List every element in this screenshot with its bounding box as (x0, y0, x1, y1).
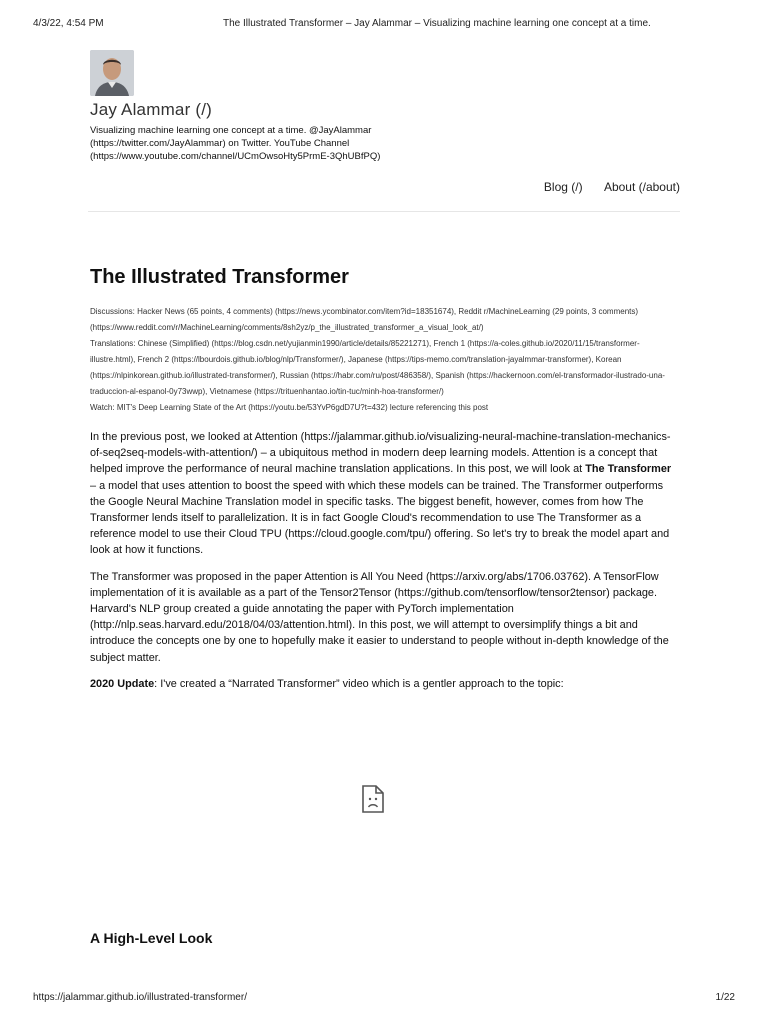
update-text: : I've created a “Narrated Transformer” video which is a gentler approach to the topic: (154, 677, 564, 690)
video-embed[interactable] (90, 706, 680, 906)
intro-text-start: In the previous post, we looked at Attention (https://jalammar.github.io/visualizing-neural-machine-translation-mechanics-of-seq2seq-models-with-attention/) – a ubiquitous method in modern deep learning models. Attention is a concept that helped improve the performance of neural machine translation applications. In this post, we will look at (90, 431, 671, 476)
print-footer (33, 992, 735, 1003)
translations-links[interactable]: Translations: Chinese (Simplified) (https://blog.csdn.net/yujianmin1990/article/details/85221271), French 1 (https://a-coles.github.io/2020/11/15/transformer-illustre.html), French 2 (https://lbourdois.github.io/blog/nlp/Transformer/), Japanese (https://tips-memo.com/translation-jayalmmar-transformer), Korean (https://nlpinkorean.github.io/illustrated-transformer/), Russian (https://habr.com/ru/post/486358/), Spanish (https://hackernoon.com/el-transformador-ilustrado-una-traduccion-al-espanol-0y73wwp), Vietnamese (https://trituenhantao.io/tin-tuc/minh-hoa-transformer/) (90, 339, 665, 396)
intro-paragraph (90, 429, 680, 559)
nav-blog-link[interactable]: Blog (/) (543, 180, 583, 194)
post-title: The Illustrated Transformer (90, 266, 349, 288)
discussions-links[interactable]: Discussions: Hacker News (65 points, 4 comments) (https://news.ycombinator.com/item?id=18351674), Reddit r/MachineLearning (29 points, 3 comments) (https://www.reddit.com/r/MachineLearning/comments/8sh2yz/p_the_illustrated_transformer_a_visual_look_at/) (90, 307, 639, 332)
update-paragraph (90, 676, 680, 692)
paper-paragraph: The Transformer was proposed in the paper Attention is All You Need (https://arxiv.org/abs/1706.03762). A TensorFlow implementation of it is available as a part of the Tensor2Tensor (https://github.com/tensorflow/tensor2tensor) package. Harvard's NLP group created a guide annotating the paper with PyTorch implementation (http://nlp.seas.harvard.edu/2018/04/03/attention.html). In this post, we will attempt to oversimplify things a bit and introduce the concepts one by one to hopefully make it easier to understand to people without in-depth knowledge of the subject matter. (90, 570, 669, 664)
print-doc-title: The Illustrated Transformer – Jay Alammar – Visualizing machine learning one concept at a time. (223, 18, 651, 29)
person-photo-icon (90, 50, 134, 96)
watch-link[interactable]: Watch: MIT's Deep Learning State of the Art (https://youtu.be/53YvP6gdD7U?t=432) lecture referencing this post (90, 403, 489, 412)
section-heading: A High-Level Look (90, 930, 213, 946)
print-page-number: 1/22 (715, 992, 735, 1003)
header-divider (88, 211, 680, 212)
site-description: Visualizing machine learning one concept at a time. @JayAlammar (https://twitter.com/JayAlammar) on Twitter. YouTube Channel (https://www.youtube.com/channel/UCmOwsoHty5PrmE-3QhUBfPQ) (90, 125, 381, 162)
update-label: 2020 Update (90, 677, 155, 690)
print-header (33, 18, 735, 32)
print-url: https://jalammar.github.io/illustrated-transformer/ (33, 992, 247, 1003)
post-meta (90, 304, 680, 416)
site-title-link[interactable]: Jay Alammar (/) (90, 100, 213, 119)
intro-emphasis: The Transformer (585, 463, 672, 476)
broken-document-icon (360, 784, 386, 814)
nav-about-link[interactable]: About (/about) (603, 180, 680, 194)
intro-text-end: – a model that uses attention to boost the speed with which these models can be trained. The Transformer outperforms the Google Neural Machine Translation model in specific tasks. The biggest benefit, however, comes from how The Transformer lends itself to parallelization. It is in fact Google Cloud's recommendation to use The Transformer as a reference model to use their Cloud TPU (https://cloud.google.com/tpu/) offering. So let's try to break the model apart and look at how it functions. (90, 479, 670, 557)
author-avatar[interactable] (90, 50, 134, 96)
post-body (90, 429, 680, 702)
top-nav (526, 180, 680, 194)
print-datetime: 4/3/22, 4:54 PM (33, 18, 104, 29)
